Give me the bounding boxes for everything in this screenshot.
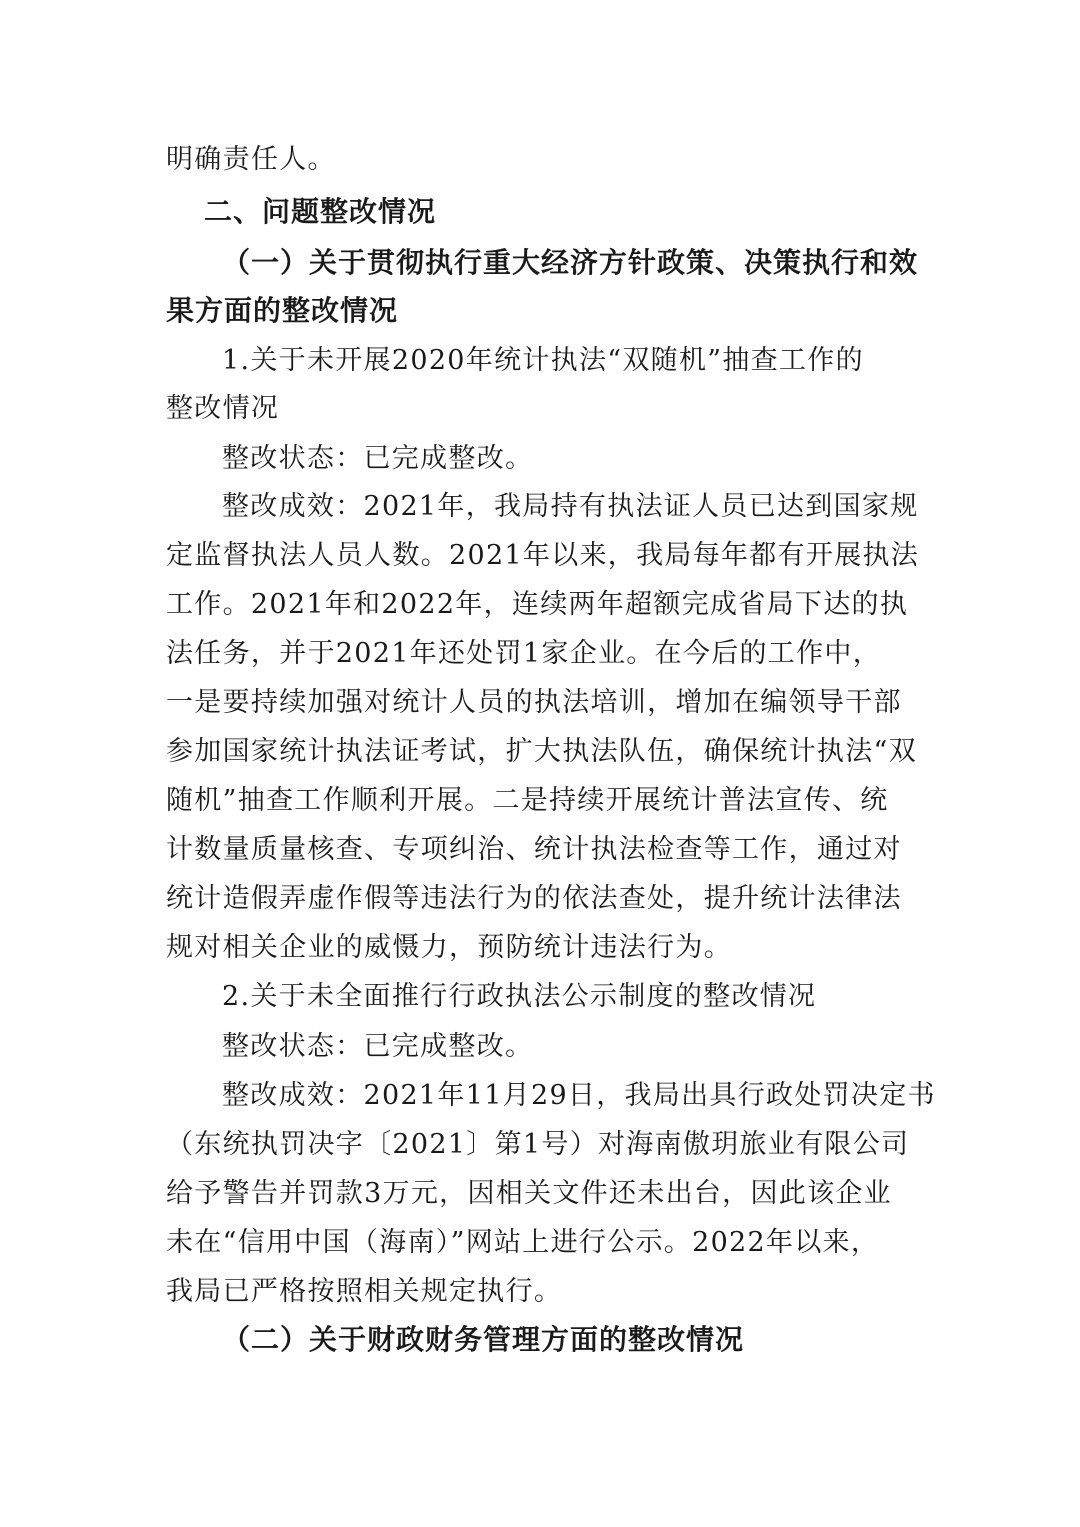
subsection-heading: （二）关于财政财务管理方面的整改情况 xyxy=(222,1323,745,1356)
paragraph-line: 明确责任人。 xyxy=(166,144,336,175)
paragraph-line: 法任务，并于2021年还处罚1家企业。在今后的工作中， xyxy=(166,638,881,669)
item-heading: 1.关于未开展2020年统计执法“双随机”抽查工作的 xyxy=(222,345,864,376)
paragraph-line: 我局已严格按照相关规定执行。 xyxy=(166,1276,563,1307)
paragraph-line: 计数量质量核查、专项纠治、统计执法检查等工作，通过对 xyxy=(166,834,902,865)
item-heading: 2.关于未全面推行行政执法公示制度的整改情况 xyxy=(222,981,817,1012)
paragraph-line: 整改成效：2021年，我局持有执法证人员已达到国家规 xyxy=(222,491,919,522)
paragraph-line: 整改成效：2021年11月29日，我局出具行政处罚决定书 xyxy=(222,1080,936,1111)
section-heading: 二、问题整改情况 xyxy=(204,195,437,228)
subsection-heading-cont: 果方面的整改情况 xyxy=(166,294,399,327)
paragraph-line: 规对相关企业的威慑力，预防统计违法行为。 xyxy=(166,932,732,963)
paragraph-line: 统计造假弄虚作假等违法行为的依法查处，提升统计法律法 xyxy=(166,883,902,914)
paragraph-line: 给予警告并罚款3万元，因相关文件还未出台，因此该企业 xyxy=(166,1178,892,1209)
paragraph-line: 参加国家统计执法证考试，扩大执法队伍，确保统计执法“双 xyxy=(166,736,917,767)
paragraph-line: 定监督执法人员人数。2021年以来，我局每年都有开展执法 xyxy=(166,540,920,571)
paragraph-line: （东统执罚决字〔2021〕第1号）对海南傲玥旅业有限公司 xyxy=(166,1129,910,1160)
paragraph-line: 一是要持续加强对统计人员的执法培训，增加在编领导干部 xyxy=(166,687,902,718)
paragraph-line: 未在“信用中国（海南）”网站上进行公示。2022年以来， xyxy=(166,1227,880,1258)
paragraph-line: 工作。2021年和2022年，连续两年超额完成省局下达的执 xyxy=(166,589,909,620)
status-line: 整改状态：已完成整改。 xyxy=(222,1031,534,1062)
subsection-heading: （一）关于贯彻执行重大经济方针政策、决策执行和效 xyxy=(222,246,919,279)
paragraph-line: 随机”抽查工作顺利开展。二是持续开展统计普法宣传、统 xyxy=(166,785,889,816)
status-line: 整改状态：已完成整改。 xyxy=(222,443,534,474)
item-heading-cont: 整改情况 xyxy=(166,393,280,424)
